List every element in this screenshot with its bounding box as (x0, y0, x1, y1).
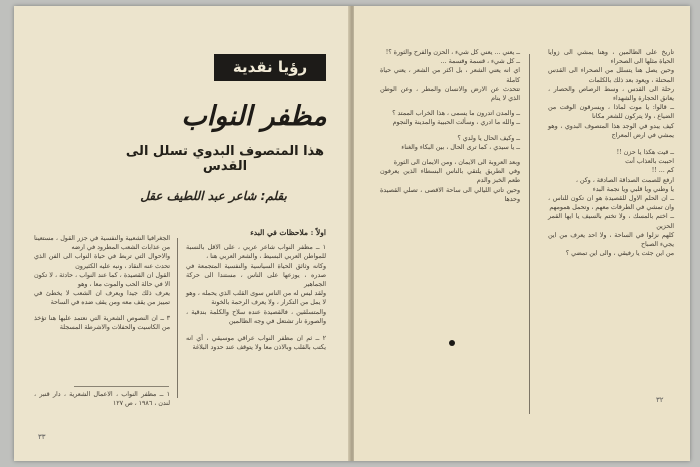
paragraph: الجغرافيا الشعبية والنفسية في جزر القول ، مستعينا من عذابات الشعب المطرود في ارضه (34, 235, 170, 252)
end-mark (449, 340, 455, 346)
paragraph: وحين يصل هنا يتسلل من الصحراء الى القدس المحتلة ، ويعود بعد ذلك بالكلمات (548, 67, 674, 84)
paragraph: ١ ــ مظفر النواب شاعر عربي ، على الاقل بالنسبة للمواطن العربي البسيط ، والشعر العربي هنا ، (186, 244, 326, 261)
paragraph: ــ يا سيدي ، كما ترى الحال ، بين البكاء والغناء (401, 143, 520, 151)
paragraph: القول ان القصيدة ، كما عند النواب ، حادثة ، لا تكون الا في حالة الحب والموت معا ، وهو (34, 271, 170, 289)
column-center (186, 228, 326, 352)
paragraph: ــ ان الحلم الاول للقصيدة هو ان تكون للناس ، وان تمشي في الطرقات معهم ، وتحمل همومهم (548, 195, 674, 212)
footnote-separator (74, 386, 169, 387)
paragraph: ــ وكيف الحال يا ولدي ؟ (457, 134, 520, 142)
verse-line: يا وطني ويا قلبي ويا نجمة البدء (592, 185, 674, 193)
paragraph: كيف يبدو في الوجد هذا المتصوف البدوي ، وهو يمشي في ارض المعراج (548, 122, 674, 139)
section-badge: رؤيا نقدية (214, 54, 326, 81)
column-left (380, 48, 520, 204)
paragraph: كلهم نزلوا في الساحة ، ولا احد يعرف من اين يجيء الصباح (548, 231, 674, 249)
paragraph: اي انه يعني الشعر ، بل اكثر من الشعر ، يعني حياة كاملة (380, 67, 520, 84)
paragraph: ــ يعني ... يعني كل شيء ، الحزن والفرح والثورة ؟! (385, 49, 520, 56)
paragraph: ــ اختم بالمسك ، ولا تختم بالسيف يا ايها القمر الحزين (548, 213, 674, 230)
paragraph: وبعد العروبة الى الايمان ، ومن الايمان الى الثورة (393, 159, 520, 167)
article-title: مظفر النواب (181, 101, 327, 132)
paragraph: ــ كل شيء ، قسمة وقسمة ... (440, 58, 520, 66)
page-number: ٣٣ (38, 433, 46, 441)
column-left (34, 234, 170, 332)
paragraph: يعرف ذلك جيدا ويعرف ان الشعب لا يخطئ في تمييز من يقف معه ومن يقف ضده في الساحة (34, 290, 170, 307)
paragraph: ــ والمدن اتدرون ما يسمى ، هذا الخراب الممتد ؟ (392, 110, 520, 118)
left-page (14, 6, 350, 461)
verse-line: احببت بالعذاب أنت (625, 158, 674, 166)
column-right (548, 48, 674, 258)
paragraph: ــ قالوا: يا موت لماذا ، ويسرقون الوقت من الضياع ، ولا يتركون للشعر مكانا (548, 104, 674, 121)
article-subtitle: هذا المتصوف البدوي تسلل الى القدس (125, 144, 325, 174)
paragraph: ــ والله ما ادري ، وسألت الحبيبة والمدينة والنجوم (392, 119, 520, 127)
paragraph: رحلة الى القدس ، وسط الرصاص والحصار ، يعانق الحجارة والشهداء (548, 85, 674, 103)
paragraph: تتحدث عن الارض والانسان والمطر ، وعن الوطن الذي لا ينام (380, 85, 520, 103)
article-byline: بقلم: شاعر عبد اللطيف عقل (140, 189, 287, 203)
paragraph: والاحوال التي تربط في حياة النواب الى الفن الذي تحدث عنه النقاد ، ونبه عليه الكثيرون (34, 253, 170, 270)
paragraph: ٣ ــ ان النصوص الشعرية التي نعتمد عليها هنا تؤخذ من الكاسيت والحفلات والاشرطة المسجلة (34, 314, 170, 331)
column-rule (529, 54, 530, 414)
magazine-spread (14, 6, 690, 461)
footnote (34, 390, 170, 408)
paragraph: وكانه وثائق الحياة السياسية والنفسية المتجمعة في صدره ، يوزعها على الناس ، مستندا الى حركة الجماهير (186, 262, 326, 289)
column-heading: اولاً : ملاحظات في البدء (250, 228, 326, 237)
paragraph: ولقد ليس له من الناس سوى القلب الذي يحمله ، وهو لا يمل من التكرار ، ولا يعرف الرحمة بالخونة (186, 290, 326, 307)
paragraph: وفي الطريق يلتقي بالناس البسطاء الذين يعرفون طعم الخبز والدم (380, 168, 520, 185)
footnote-text: ١ ــ مظفر النواب ، الاعمال الشعرية ، دار قنبر ، لندن ، ١٩٨٦ ، ص ١٢٧ (34, 391, 170, 408)
right-page (354, 6, 690, 461)
verse-line: كم ... !! (651, 167, 674, 175)
paragraph: تاريخ على الظالمين ، وهنا يمشي الى زوايا الحياة مثلها الى الصحراء (548, 49, 674, 66)
verse-line: ــ قيت هكذا يا حزن !! (616, 149, 674, 157)
paragraph: والمتسلقين ، فالقصيدة عنده سلاح والكلمة بندقية ، والصورة نار تشتعل في وجه الظالمين (186, 308, 326, 325)
paragraph: وحين تاتي الليالي الى ساحة الاقصى ، تصلي القصيدة وحدها (380, 186, 520, 203)
verse-line: ارفع للصمت الصداقة الصادقة ، وكن ، (575, 176, 674, 184)
column-rule (177, 238, 178, 398)
paragraph: من اين جئت يا رفيقي ، والى اين تمضي ؟ (565, 250, 674, 258)
page-number: ٣٢ (656, 396, 664, 404)
paragraph: ٢ ــ ثم ان مظفر النواب عراقي موسيقي ، أي انه يكتب بالقلب وبالاذن معا ولا يتوقف عند حدود البلاغة (186, 335, 326, 352)
